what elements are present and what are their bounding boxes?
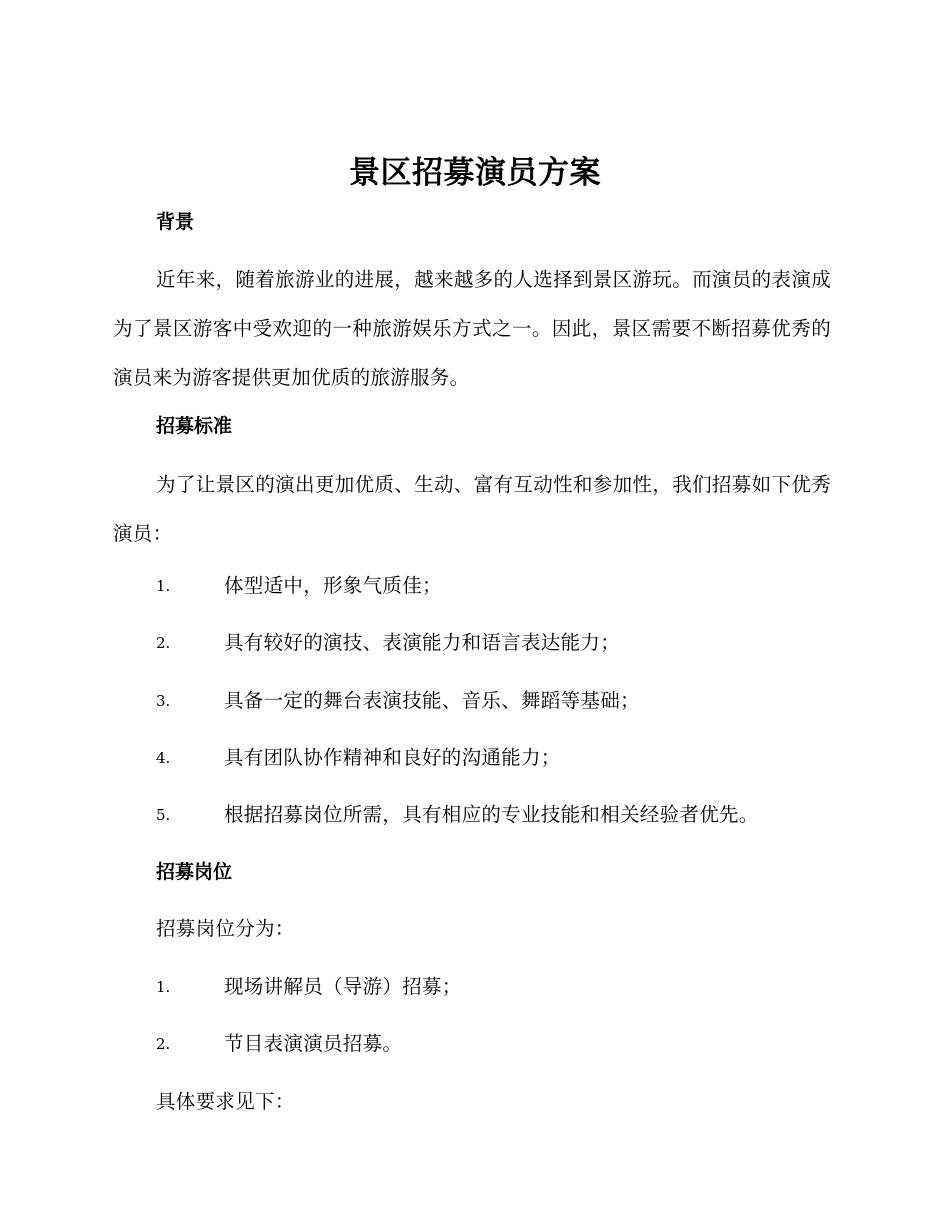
positions-intro: 招募岗位分为： [156,917,295,940]
list-item-text: 现场讲解员（导游）招募； [224,975,462,998]
document-title: 景区招募演员方案 [349,155,601,191]
list-item [156,744,846,772]
section-heading-positions: 招募岗位 [156,861,233,883]
list-item [156,687,846,715]
list-item-number: 5. [156,806,171,824]
list-item [156,973,846,1001]
list-item-text: 根据招募岗位所需，具有相应的专业技能和相关经验者优先。 [224,803,759,826]
list-item-number: 3. [156,692,171,710]
section-heading-standards: 招募标准 [156,415,233,437]
list-item-text: 具备一定的舞台表演技能、音乐、舞蹈等基础； [224,689,640,712]
list-item-number: 1. [156,978,171,996]
background-paragraph: 近年来，随着旅游业的进展，越来越多的人选择到景区游玩。而演员的表演成为了景区游客中受欢迎的一种旅游娱乐方式之一。因此，景区需要不断招募优秀的演员来为游客提供更加优质的旅游服务。 [113,268,831,389]
standards-intro-paragraph: 为了让景区的演出更加优质、生动、富有互动性和参加性，我们招募如下优秀演员： [113,473,831,545]
list-item-text: 节目表演演员招募。 [224,1032,403,1055]
list-item [156,629,846,657]
list-item-number: 2. [156,1035,171,1053]
section-heading-background: 背景 [156,211,195,233]
positions-footer: 具体要求见下： [156,1090,295,1113]
list-item [156,572,846,600]
list-item [156,801,846,829]
list-item-number: 2. [156,634,171,652]
list-item-text: 具有团队协作精神和良好的沟通能力； [224,746,561,769]
list-item-number: 4. [156,749,171,767]
list-item-number: 1. [156,577,171,595]
list-item [156,1030,846,1058]
list-item-text: 体型适中，形象气质佳； [224,574,442,597]
list-item-text: 具有较好的演技、表演能力和语言表达能力； [224,631,621,654]
